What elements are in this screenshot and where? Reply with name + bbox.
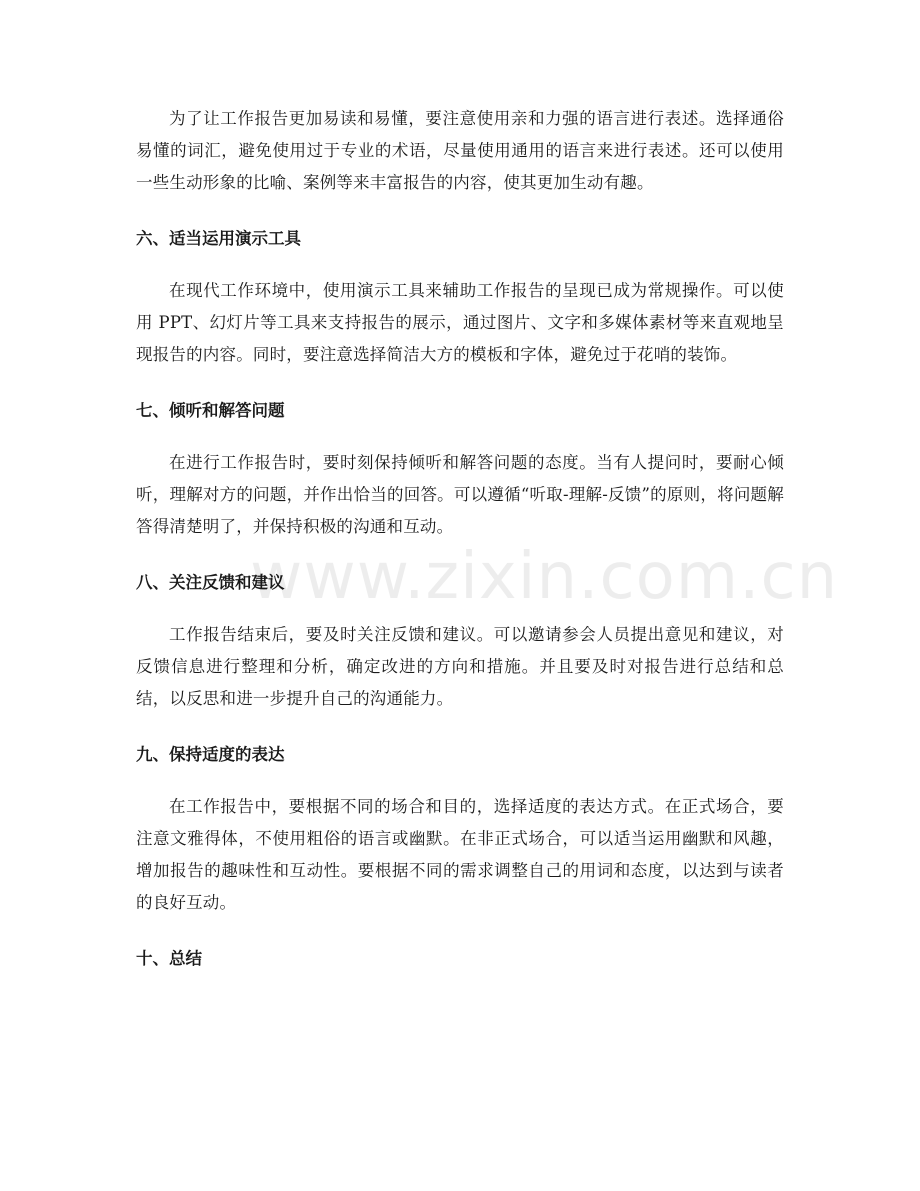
intro-paragraph: 为了让工作报告更加易读和易懂，要注意使用亲和力强的语言进行表述。选择通俗易懂的词汇，避免使用过于专业的术语，尽量使用通用的语言来进行表述。还可以使用一些生动形象的比喻、案例等来丰富报告的内容，使其更加生动有趣。 — [136, 109, 784, 192]
section-heading-7: 七、倾听和解答问题 — [136, 401, 285, 420]
section-heading-8: 八、关注反馈和建议 — [136, 573, 285, 592]
section-body-9: 在工作报告中，要根据不同的场合和目的，选择适度的表达方式。在正式场合，要注意文雅得体，不使用粗俗的语言或幽默。在非正式场合，可以适当运用幽默和风趣，增加报告的趣味性和互动性。要根据不同的需求调整自己的用词和态度，以达到与读者的良好互动。 — [136, 797, 784, 912]
document-body — [136, 103, 784, 971]
section-heading-10: 十、总结 — [136, 949, 202, 968]
section-body-7: 在进行工作报告时，要时刻保持倾听和解答问题的态度。当有人提问时，要耐心倾听，理解对方的问题，并作出恰当的回答。可以遵循“听取-理解-反馈”的原则，将问题解答得清楚明了，并保持积极的沟通和互动。 — [136, 453, 784, 536]
section-heading-6: 六、适当运用演示工具 — [136, 229, 301, 248]
section-body-6: 在现代工作环境中，使用演示工具来辅助工作报告的呈现已成为常规操作。可以使用 PPT、幻灯片等工具来支持报告的展示，通过图片、文字和多媒体素材等来直观地呈现报告的内容。同时，要注意选择简洁大方的模板和字体，避免过于花哨的装饰。 — [136, 281, 784, 364]
section-body-8: 工作报告结束后，要及时关注反馈和建议。可以邀请参会人员提出意见和建议，对反馈信息进行整理和分析，确定改进的方向和措施。并且要及时对报告进行总结和总结，以反思和进一步提升自己的沟通能力。 — [136, 625, 784, 708]
watermark: www.zixin.com.cn — [250, 540, 839, 614]
section-heading-9: 九、保持适度的表达 — [136, 745, 285, 764]
